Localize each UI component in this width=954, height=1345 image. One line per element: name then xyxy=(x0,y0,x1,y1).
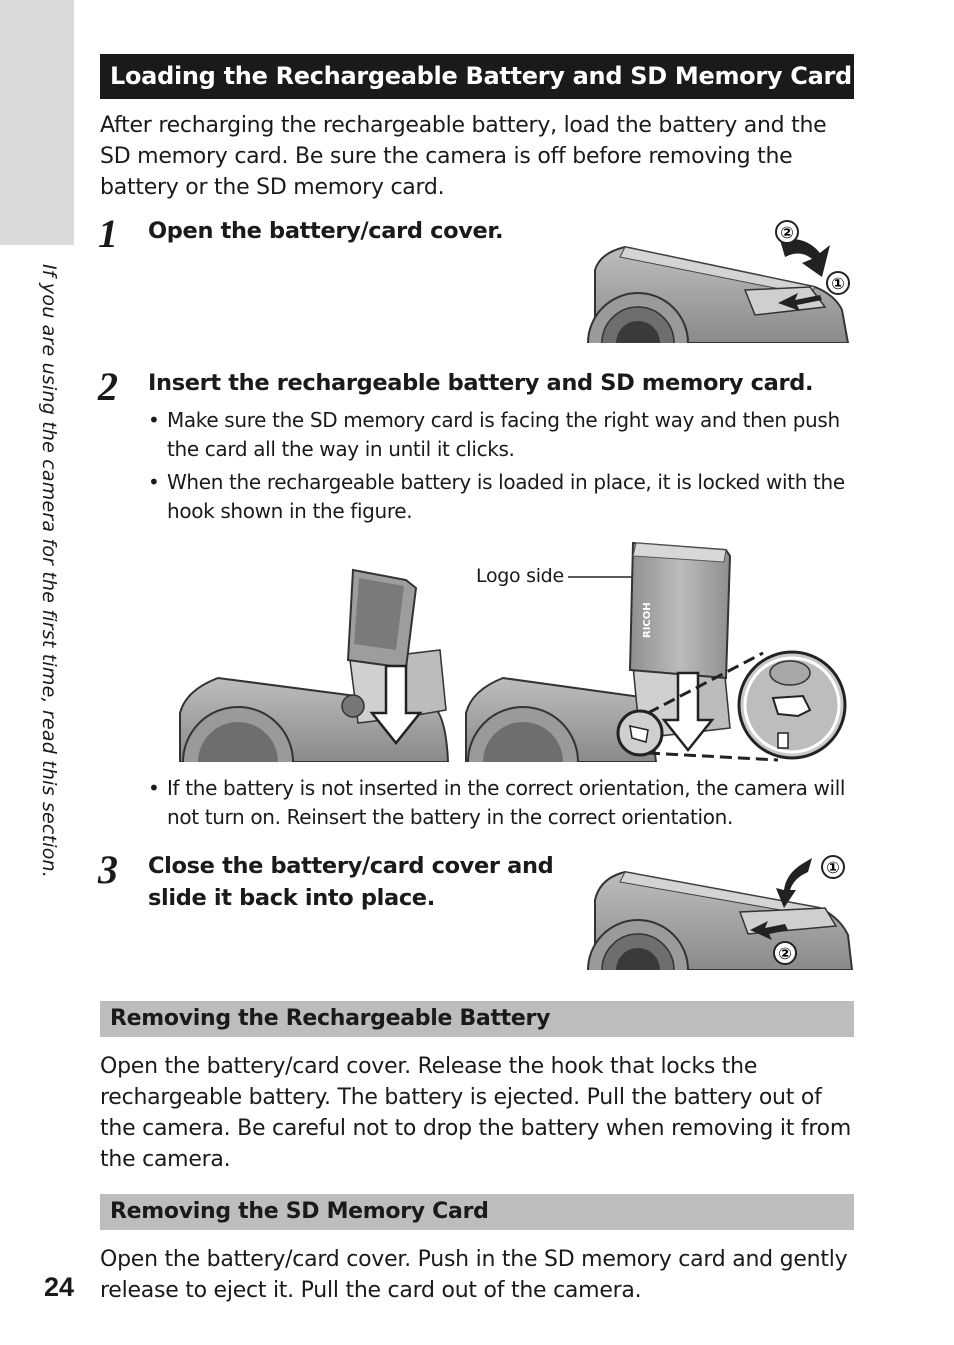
step-3-title-line-1: Close the battery/card cover and xyxy=(148,853,554,879)
callout-1: ① xyxy=(826,858,840,877)
sidebar-text: If you are using the camera for the first time, read this section. xyxy=(38,264,60,879)
logo-side-label: Logo side xyxy=(476,565,564,587)
step-1-title: Open the battery/card cover. xyxy=(148,218,504,244)
page-number: 24 xyxy=(44,1272,75,1302)
remove-battery-paragraph: Open the battery/card cover. Release the hook that locks the rechargeable battery. The battery is ejected. Pull the battery out of the camera. Be careful not to drop the battery when removing it from the camera. xyxy=(100,1054,852,1172)
step-2-title: Insert the rechargeable battery and SD memory card. xyxy=(148,370,814,396)
intro-paragraph: After recharging the rechargeable battery, load the battery and the SD memory card. Be sure the camera is off before removing the battery or the SD memory card. xyxy=(100,113,827,200)
page-title: Loading the Rechargeable Battery and SD Memory Card xyxy=(100,54,854,99)
side-tab xyxy=(0,0,74,245)
section-heading-remove-battery: Removing the Rechargeable Battery xyxy=(100,1001,854,1037)
callout-2: ② xyxy=(780,223,794,242)
step-3-title-line-2: slide it back into place. xyxy=(148,885,435,911)
step-2-number: 2 xyxy=(98,364,118,409)
insert-battery-card-figure xyxy=(178,538,850,762)
bullet-item: • When the rechargeable battery is loaded in place, it is locked with the hook shown in the figure. xyxy=(148,470,845,523)
step-1-number: 1 xyxy=(98,211,118,256)
step-3-number: 3 xyxy=(98,847,118,892)
open-cover-figure xyxy=(580,215,855,343)
callout-2: ② xyxy=(778,944,792,963)
callout-1: ① xyxy=(831,274,845,293)
remove-sd-card-paragraph: Open the battery/card cover. Push in the SD memory card and gently release to eject it. Pull the card out of the camera. xyxy=(100,1247,848,1303)
bullet-item: • If the battery is not inserted in the correct orientation, the camera will not turn on. Reinsert the battery in the correct orientation. xyxy=(148,776,846,829)
bullet-item: • Make sure the SD memory card is facing the right way and then push the card all the way in until it clicks. xyxy=(148,408,840,461)
close-cover-figure xyxy=(580,850,855,970)
battery-logo: RICOH xyxy=(642,602,653,638)
section-heading-remove-sd-card: Removing the SD Memory Card xyxy=(100,1194,854,1230)
